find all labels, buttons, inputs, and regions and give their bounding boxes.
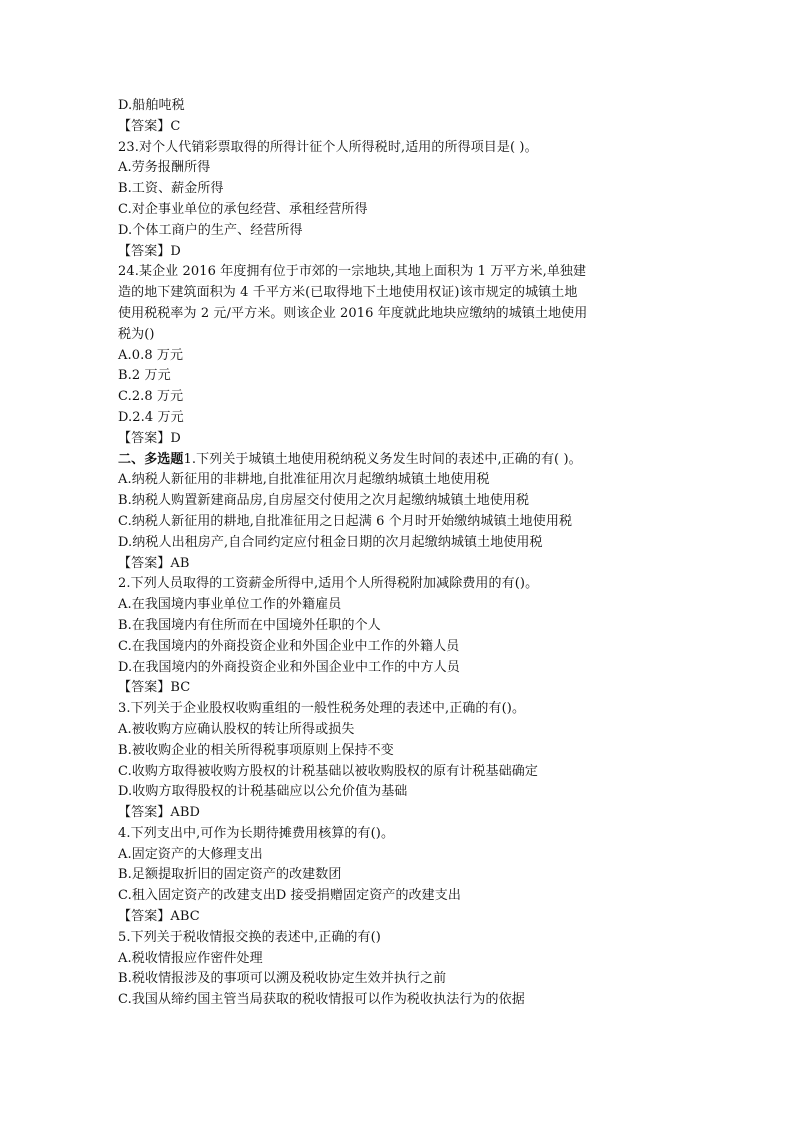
option-line: D.收购方取得股权的计税基础应以公允价值为基础 — [118, 784, 408, 800]
question-line: 4.下列支出中,可作为长期待摊费用核算的有()。 — [118, 825, 395, 841]
option-line: C.2.8 万元 — [118, 389, 184, 405]
option-line: A.被收购方应确认股权的转让所得或损失 — [118, 721, 355, 737]
option-line: A.0.8 万元 — [118, 347, 184, 363]
option-line: D.纳税人出租房产,自合同约定应付租金日期的次月起缴纳城镇土地使用税 — [118, 534, 543, 550]
question-line: 3.下列关于企业股权收购重组的一般性税务处理的表述中,正确的有()。 — [118, 701, 526, 717]
option-line: A.在我国境内事业单位工作的外籍雇员 — [118, 597, 342, 613]
question-line: 造的地下建筑面积为 4 千平方米(已取得地下土地使用权证)该市规定的城镇土地 — [118, 285, 578, 301]
answer-line: 【答案】D — [118, 243, 181, 259]
option-line: B.在我国境内有住所而在中国境外任职的个人 — [118, 617, 381, 633]
option-line: B.工资、薪金所得 — [118, 181, 224, 197]
section-line — [118, 450, 678, 471]
answer-line: 【答案】ABD — [118, 805, 201, 821]
question-line: 使用税税率为 2 元/平方米。则该企业 2016 年度就此地块应缴纳的城镇土地使用 — [118, 305, 588, 321]
option-line: D.个体工商户的生产、经营所得 — [118, 222, 303, 238]
section-heading: 二、多选题 — [118, 451, 184, 467]
answer-line: 【答案】BC — [118, 680, 191, 696]
option-line: A.固定资产的大修理支出 — [118, 846, 263, 862]
option-line: C.对企事业单位的承包经营、承租经营所得 — [118, 201, 368, 217]
question-line: 5.下列关于税收情报交换的表述中,正确的有() — [118, 929, 381, 945]
option-line: B.足额提取折旧的固定资产的改建数团 — [118, 867, 342, 883]
answer-line: 【答案】D — [118, 430, 181, 446]
question-line: 24.某企业 2016 年度拥有位于市郊的一宗地块,其地上面积为 1 万平方米,单独建 — [118, 264, 587, 280]
option-line: B.税收情报涉及的事项可以溯及税收协定生效并执行之前 — [118, 971, 447, 987]
option-line: C.租入固定资产的改建支出D 接受捐赠固定资产的改建支出 — [118, 888, 461, 904]
option-line: C.纳税人新征用的耕地,自批准征用之日起满 6 个月时开始缴纳城镇土地使用税 — [118, 513, 573, 529]
answer-line: 【答案】AB — [118, 555, 190, 571]
option-line: B.纳税人购置新建商品房,自房屋交付使用之次月起缴纳城镇土地使用税 — [118, 493, 530, 509]
option-line: C.收购方取得被收购方股权的计税基础以被收购股权的原有计税基础确定 — [118, 763, 538, 779]
answer-line: 【答案】ABC — [118, 909, 200, 925]
option-line: C.我国从缔约国主管当局获取的税收情报可以作为税收执法行为的依据 — [118, 992, 525, 1008]
question-line: 税为() — [118, 326, 155, 342]
answer-line: 【答案】C — [118, 118, 181, 134]
option-line: B.被收购企业的相关所得税事项原则上保持不变 — [118, 742, 394, 758]
question-line: 1.下列关于城镇土地使用税纳税义务发生时间的表述中,正确的有( )。 — [183, 451, 582, 467]
option-line: A.劳务报酬所得 — [118, 160, 211, 176]
question-line: 23.对个人代销彩票取得的所得计征个人所得税时,适用的所得项目是( )。 — [118, 139, 538, 155]
option-line: A.纳税人新征用的非耕地,自批准征用次月起缴纳城镇土地使用税 — [118, 472, 490, 488]
question-line: 2.下列人员取得的工资薪金所得中,适用个人所得税附加减除费用的有()。 — [118, 576, 539, 592]
option-line: D.在我国境内的外商投资企业和外国企业中工作的中方人员 — [118, 659, 460, 675]
option-line: D.船舶吨税 — [118, 98, 185, 113]
option-line: B.2 万元 — [118, 368, 171, 384]
option-line: C.在我国境内的外商投资企业和外国企业中工作的外籍人员 — [118, 638, 460, 654]
document-page — [118, 96, 678, 1011]
option-line: A.税收情报应作密件处理 — [118, 950, 263, 966]
option-line: D.2.4 万元 — [118, 409, 184, 425]
